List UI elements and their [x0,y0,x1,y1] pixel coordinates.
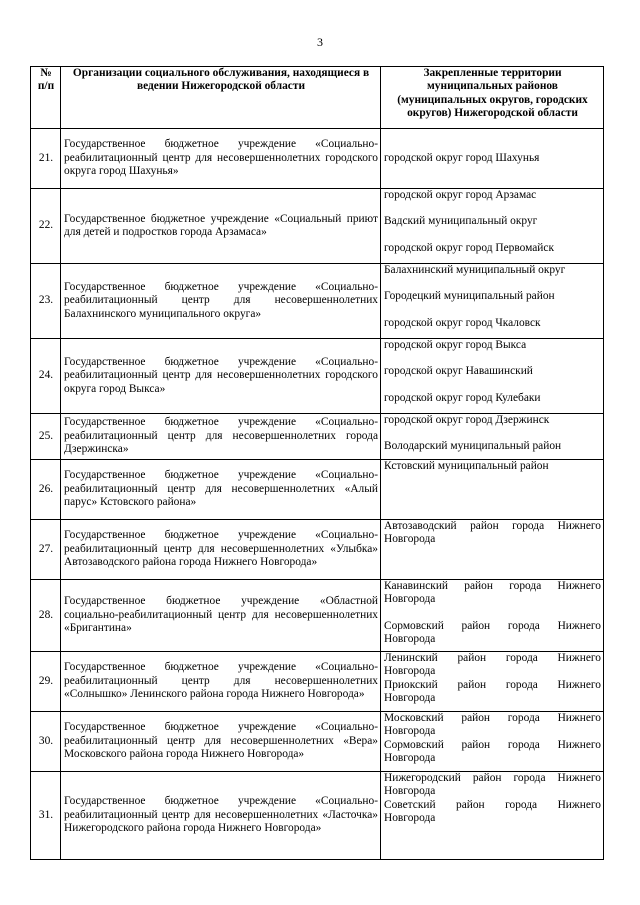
organization-name: Государственное бюджетное учреждение «Социально-реабилитационный центр для несовершеннолетних «Алый парус» Кстовского района» [61,460,381,520]
table-row [31,264,604,339]
territory-cell [381,460,604,520]
territory-item: Балахнинский муниципальный округ [384,264,566,276]
territory-item: городской округ город Дзержинск [384,414,550,426]
row-number: 21. [31,129,61,189]
row-number: 27. [31,520,61,580]
territory-item: Вадский муниципальный округ [384,215,538,228]
header-org: Организации социального обслуживания, находящиеся в ведении Нижегородской области [61,67,381,129]
table-row [31,580,604,652]
table-row [31,189,604,264]
territory-cell [381,414,604,460]
territory-item: Городецкий муниципальный район [384,290,555,303]
territory-cell [381,772,604,860]
territory-cell [381,129,604,189]
organization-name: Государственное бюджетное учреждение «Социально-реабилитационный центр для несовершеннолетних «Солнышко» Ленинского района города Нижнего Новгорода» [61,652,381,712]
organizations-table [30,66,604,860]
row-number: 29. [31,652,61,712]
territory-cell [381,652,604,712]
organization-name: Государственное бюджетное учреждение «Социально-реабилитационный центр для несовершеннолетних Балахнинского муниципального округа» [61,264,381,339]
territory-item: городской округ город Кулебаки [384,391,541,404]
territory-cell [381,264,604,339]
header-terr: Закрепленные территории муниципальных районов (муниципальных округов, городских округов) Нижегородской области [381,67,604,129]
territory-item: городской округ город Чкаловск [384,316,541,329]
table-row [31,712,604,772]
territory-item: Володарский муниципальный район [384,440,562,453]
territory-item: Нижегородский район города Нижнего Новгорода [384,772,601,798]
territory-item: Советский район города Нижнего Новгорода [384,798,601,825]
row-number: 23. [31,264,61,339]
territory-item: Ленинский район города Нижнего Новгорода [384,652,601,678]
table-row [31,414,604,460]
page-number: 3 [317,35,323,49]
territory-cell [381,712,604,772]
territory-item: городской округ Навашинский [384,365,533,378]
table-header [31,67,604,129]
table-row [31,339,604,414]
territory-cell [381,189,604,264]
territory-item: Автозаводский район города Нижнего Новгорода [384,520,601,546]
table-row [31,772,604,860]
organization-name: Государственное бюджетное учреждение «Социально-реабилитационный центр для несовершеннолетних «Ласточка» Нижегородского района города Нижнего Новгорода» [61,772,381,860]
organization-name: Государственное бюджетное учреждение «Социально-реабилитационный центр для несовершеннолетних городского округа город Шахунья» [61,129,381,189]
territory-item: городской округ город Шахунья [384,151,540,164]
row-number: 22. [31,189,61,264]
organization-name: Государственное бюджетное учреждение «Социально-реабилитационный центр для несовершеннолетних «Улыбка» Автозаводского района города Нижнего Новгорода» [61,520,381,580]
organization-name: Государственное бюджетное учреждение «Социально-реабилитационный центр для несовершеннолетних «Вера» Московского района города Нижнего Новгорода» [61,712,381,772]
row-number: 26. [31,460,61,520]
territory-item: Канавинский район города Нижнего Новгорода [384,580,601,606]
organization-name: Государственное бюджетное учреждение «Социальный приют для детей и подростков города Арзамаса» [61,189,381,264]
table-row [31,129,604,189]
territory-item: Сормовский район города Нижнего Новгорода [384,738,601,765]
row-number: 25. [31,414,61,460]
organization-name: Государственное бюджетное учреждение «Областной социально-реабилитационный центр для несовершеннолетних «Бригантина» [61,580,381,652]
territory-cell [381,520,604,580]
row-number: 30. [31,712,61,772]
territory-item: Московский район города Нижнего Новгорода [384,712,601,738]
territory-item: Кстовский муниципальный район [384,460,549,472]
table-row [31,460,604,520]
table-row [31,520,604,580]
table-row [31,652,604,712]
territory-cell [381,580,604,652]
territory-item: городской округ город Первомайск [384,241,554,254]
row-number: 24. [31,339,61,414]
territory-item: городской округ город Арзамас [384,189,537,201]
organization-name: Государственное бюджетное учреждение «Социально-реабилитационный центр для несовершеннолетних городского округа город Выкса» [61,339,381,414]
row-number: 31. [31,772,61,860]
territory-item: городской округ город Выкса [384,339,527,351]
row-number: 28. [31,580,61,652]
territory-item: Приокский район города Нижнего Новгорода [384,678,601,705]
territory-item: Сормовский район города Нижнего Новгорода [384,619,601,646]
header-num: № п/п [31,67,61,129]
organization-name: Государственное бюджетное учреждение «Социально-реабилитационный центр для несовершеннолетних города Дзержинска» [61,414,381,460]
territory-cell [381,339,604,414]
